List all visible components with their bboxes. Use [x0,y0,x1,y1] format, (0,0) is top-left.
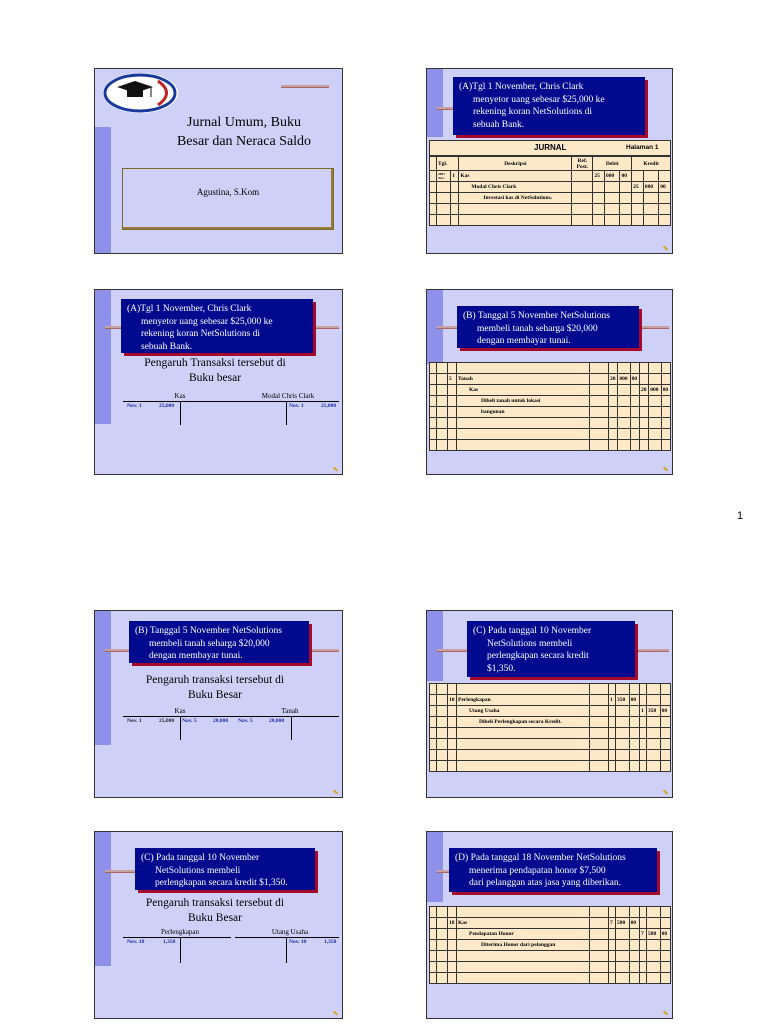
table-row [430,182,671,193]
slide-side-bar [95,611,111,745]
day-cell: 5 [448,374,457,385]
txn-text: dari pelanggan atas jasa yang diberikan. [469,878,621,888]
txn-text: menyetor uang sebesar $25,000 ke [141,316,273,327]
t-account-line [180,716,181,740]
ledger-date: Nov. 1 [289,403,304,409]
col-deskripsi: Deskripsi [459,157,572,171]
slide-side-bar [427,832,443,902]
table-row [430,918,671,929]
journal-table [429,156,671,226]
t-account-line [235,937,339,938]
decor-line [635,649,669,652]
corner-mark [663,1011,668,1016]
txn-text: dengan membayar tunai. [149,651,243,661]
t-account-line [123,937,231,938]
day-cell: 18 [448,918,457,929]
amount-cell: 7 [609,918,616,929]
amount-cell: 500 [615,918,629,929]
t-account-utang-name: Utang Usaha [271,928,309,936]
col-post: Post. [576,163,589,170]
ledger-title-line: Buku besar [188,372,242,384]
ledger-title-line: Buku Besar [188,689,242,701]
t-account-line [235,401,339,402]
slide-side-bar [95,290,111,424]
corner-mark [333,790,338,795]
amount-cell: 500 [646,929,660,940]
day-cell: 10 [448,695,457,706]
amount-cell: 00 [660,929,670,940]
txn-text: (C) Pada tanggal 10 November [473,626,592,636]
amount-cell: 20 [639,385,648,396]
ledger-amount: 1,350 [163,939,176,945]
ledger-date: Nov. 1 [127,718,142,724]
table-row [430,171,671,182]
ledger-date: Nov. 1 [127,403,142,409]
table-row [430,717,671,728]
year-cell: 2007 [438,172,445,176]
ledger-date: Nov. 10 [127,939,145,945]
txn-text: (C) Pada tanggal 10 November [141,853,260,863]
txn-text: menyetor uang sebesar $25,000 ke [473,94,605,105]
transaction-b-box [129,621,309,663]
t-account-tanah-name: Tanah [281,707,299,715]
t-account-line [123,716,235,717]
amount-cell: 00 [620,171,632,182]
corner-mark [663,790,668,795]
journal-table [429,362,671,451]
amount-cell: 1 [639,706,646,717]
t-account-kas-name: Kas [174,707,186,715]
ledger-amount: 25,000 [159,403,175,409]
slide-ledger-b [94,610,343,798]
col-debit: Debit [593,157,632,171]
transaction-d-box [449,848,657,892]
t-account-perlengkapan-name: Perlengkapan [160,928,200,936]
t-account-modal-name: Modal Chris Clark [261,392,315,400]
slide-side-bar [427,611,443,681]
amount-cell: 25 [632,182,644,193]
col-ref: Ref. [577,157,588,164]
txn-text: (B) Tanggal 5 November NetSolutions [135,626,282,636]
slide-journal-entry-a [426,68,673,254]
decor-line [309,649,339,652]
t-account-kas-name: Kas [174,392,186,400]
slide-ledger-c [94,831,343,1019]
t-account-line [180,937,181,963]
ledger-date: Nov. 5 [182,718,197,724]
ledger-amount: 25,000 [321,403,337,409]
author-name: Agustina, S.Kom [196,187,260,197]
t-account-line [123,401,239,402]
txn-text: NetSolutions membeli [155,865,241,876]
slide-side-bar [427,69,443,137]
amount-cell: 000 [649,385,661,396]
transaction-c-box [135,848,315,890]
memo-cell: Dibeli tanah untuk lokasi [457,396,590,407]
txn-text: (B) Tanggal 5 November NetSolutions [463,311,610,321]
amount-cell: 000 [605,171,620,182]
presentation-title [151,113,337,151]
table-row [430,929,671,940]
memo-cell: Diterima Honor dari pelanggan [457,940,590,951]
table-row [430,407,671,418]
txn-text: (A)Tgl 1 November, Chris Clark [127,304,252,314]
decor-line [105,649,131,652]
decor-line [105,870,139,873]
journal-title: JURNAL [534,143,567,152]
account-cell: Kas [457,918,590,929]
slide-side-bar [95,832,111,966]
txn-text: membeli tanah seharga $20,000 [149,638,270,649]
txn-text: rekening koran NetSolutions di [141,329,260,339]
txn-text: sebuah Bank. [473,119,525,130]
corner-mark [663,467,668,472]
graduation-cap-logo [103,73,178,113]
amount-cell: 20 [609,374,618,385]
table-row [430,193,671,204]
t-account-line [233,716,339,717]
txn-text: menerima pendapatan honor $7,500 [469,865,606,876]
amount-cell: 00 [630,374,639,385]
amount-cell: 7 [639,929,646,940]
txn-text: (A)Tgl 1 November, Chris Clark [459,82,584,92]
amount-cell: 25 [593,171,605,182]
ledger-amount: 25,000 [159,718,175,724]
t-account-line [291,716,292,740]
amount-cell: 00 [629,918,639,929]
title-line-2: Besar dan Neraca Saldo [176,134,312,149]
journal-page: Halaman 1 [626,144,659,151]
account-cell: Modal Chris Clark [459,182,572,193]
decor-line [437,649,467,652]
txn-text: dengan membayar tunai. [477,336,571,346]
account-cell: Tanah [457,374,590,385]
txn-text: perlengkapan secara kredit [487,651,589,661]
ledger-date: Nov. 5 [238,718,253,724]
table-row [430,706,671,717]
memo-cell: Dibeli Perlengkapan secara Kredit. [457,717,590,728]
account-cell: Utang Usaha [457,706,590,717]
amount-cell: 350 [646,706,660,717]
ledger-title-line: Pengaruh transaksi tersebut di [145,674,285,686]
transaction-c-box [467,621,635,677]
amount-cell: 000 [618,374,630,385]
txn-text: rekening koran NetSolutions di [473,107,592,117]
txn-text: (D) Pada tanggal 18 November NetSolutions [455,853,626,863]
account-cell: Kas [457,385,590,396]
decor-line [281,85,329,88]
ledger-title-line: Pengaruh Transaksi tersebut di [144,357,286,369]
slide-ledger-a [94,289,343,475]
amount-cell: 1 [609,695,616,706]
txn-text: $1,350. [487,663,516,674]
ledger-amount: 20,000 [213,718,229,724]
transaction-a-box [121,299,313,353]
decor-line [639,326,669,329]
corner-mark [333,1011,338,1016]
memo-cell: bangunan [457,407,590,418]
col-tgl: Tgl. [437,157,459,171]
account-cell: Pendapatan Honor [457,929,590,940]
slide-title [94,68,343,254]
txn-text: sebuah Bank. [141,341,193,352]
t-account-line [286,401,287,425]
ledger-amount: 1,350 [324,939,337,945]
page-number: 1 [737,510,744,522]
ledger-title [125,896,305,926]
amount-cell: 00 [660,706,670,717]
account-cell: Perlengkapan [457,695,590,706]
slide-journal-entry-c [426,610,673,798]
txn-text: NetSolutions membeli [487,638,573,649]
ledger-title-line: Buku Besar [188,912,242,924]
transaction-a-box [453,77,645,135]
t-account-line [286,937,287,963]
day-cell: 1 [451,171,459,182]
table-row [430,695,671,706]
table-row [430,940,671,951]
journal-header [429,140,671,156]
col-kredit: Kredit [632,157,671,171]
ledger-title-line: Pengaruh transaksi tersebut di [145,897,285,909]
table-row [430,374,671,385]
account-cell: Kas [459,171,572,182]
ledger-title [125,673,305,703]
corner-mark [663,246,668,251]
slide-journal-entry-b [426,289,673,475]
t-account-line [180,401,181,425]
ledger-date: Nov. 10 [289,939,307,945]
amount-cell: 000 [643,182,658,193]
ledger-title [125,356,305,386]
amount-cell: 00 [659,182,671,193]
journal-table [429,683,671,772]
amount-cell: 350 [615,695,629,706]
journal-table [429,906,671,984]
month-cell: Nov. [438,176,445,180]
memo-cell: Investasi kas di NetSolutions. [459,193,572,204]
ledger-amount: 20,000 [269,718,285,724]
txn-text: perlengkapan secara kredit $1,350. [155,878,288,888]
decor-line [313,326,339,329]
transaction-b-box [457,306,639,348]
title-line-1: Jurnal Umum, Buku [187,115,301,130]
txn-text: membeli tanah seharga $20,000 [477,323,598,334]
amount-cell: 00 [629,695,639,706]
corner-mark [333,467,338,472]
amount-cell: 00 [661,385,670,396]
table-row [430,396,671,407]
table-row [430,385,671,396]
slide-journal-entry-d [426,831,673,1019]
slide-side-bar [95,127,111,254]
subtitle-box [122,168,334,230]
